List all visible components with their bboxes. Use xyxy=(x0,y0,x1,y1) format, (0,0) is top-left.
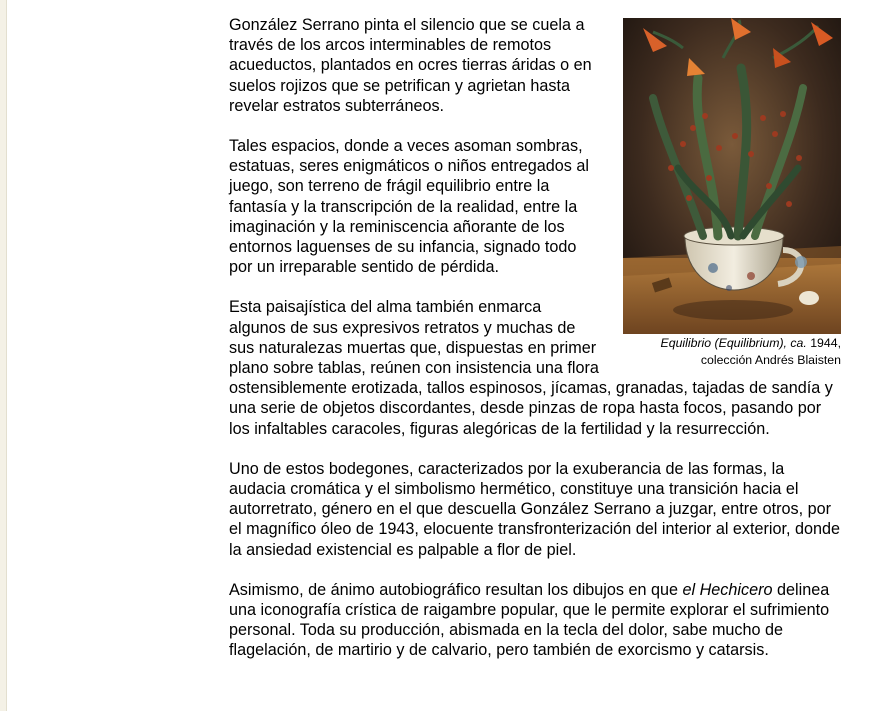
paragraph-3: Esta paisajística del alma también enmarca algunos de sus expresivos retratos y muchas de sus naturalezas muertas que, dispuestas en primer plano sobre tablas, reúnen con insistencia una flora ostensiblemente erotizada, tallos espinosos, jícamas, granadas, tajadas de sandía y una serie de objetos discordantes, desde pinzas de ropa hasta focos, pasando por los infaltables caracoles, figuras alegóricas de la fertilidad y la resurrección. xyxy=(229,298,833,438)
paragraph-5-text-after: delinea una iconografía crística de raigambre popular, que le permite explorar el sufrimiento personal. Toda su producción, abismada en la tecla del dolor, sabe mucho de flagelación, de martirio y de calvario, pero también de exorcismo y catarsis. xyxy=(229,580,830,660)
figure xyxy=(609,18,841,369)
caption-circa: ca. xyxy=(790,336,807,350)
painting-image xyxy=(623,18,841,334)
paragraph-5-italic: el Hechicero xyxy=(682,580,773,599)
page-left-border xyxy=(0,0,7,711)
paragraph-5-text-before: Asimismo, de ánimo autobiográfico resultan los dibujos en que xyxy=(229,580,683,599)
caption-year: 1944, xyxy=(806,336,841,350)
paragraph-4: Uno de estos bodegones, caracterizados por la exuberancia de las formas, la audacia cromática y el simbolismo hermético, constituye una transición hacia el autorretrato, género en el que descuella González Serrano a juzgar, entre otros, por el magnífico óleo de 1943, elocuente transfronterización del interior al exterior, donde la ansiedad existencial es palpable a flor de piel. xyxy=(229,459,841,559)
figure-caption xyxy=(609,335,841,369)
article-body xyxy=(229,15,841,681)
caption-title-line xyxy=(609,335,841,352)
caption-title: Equilibrio (Equilibrium), xyxy=(660,336,791,350)
paragraph-5 xyxy=(229,580,841,661)
caption-collection: colección Andrés Blaisten xyxy=(700,353,841,367)
paragraph-2: Tales espacios, donde a veces asoman sombras, estatuas, seres enigmáticos o niños entregados al juego, son terreno de frágil equilibrio entre la fantasía y la transcripción de la realidad, entre la imaginación y la reminiscencia añorante de los entornos laguenses de su infancia, signado todo por un irreparable sentido de pérdida. xyxy=(229,137,589,277)
paragraph-1: González Serrano pinta el silencio que se cuela a través de los arcos interminables de remotos acueductos, plantados en ocres tierras áridas o en suelos rojizos que se petrifican y agrietan hasta revelar estratos subterráneos. xyxy=(229,16,592,115)
